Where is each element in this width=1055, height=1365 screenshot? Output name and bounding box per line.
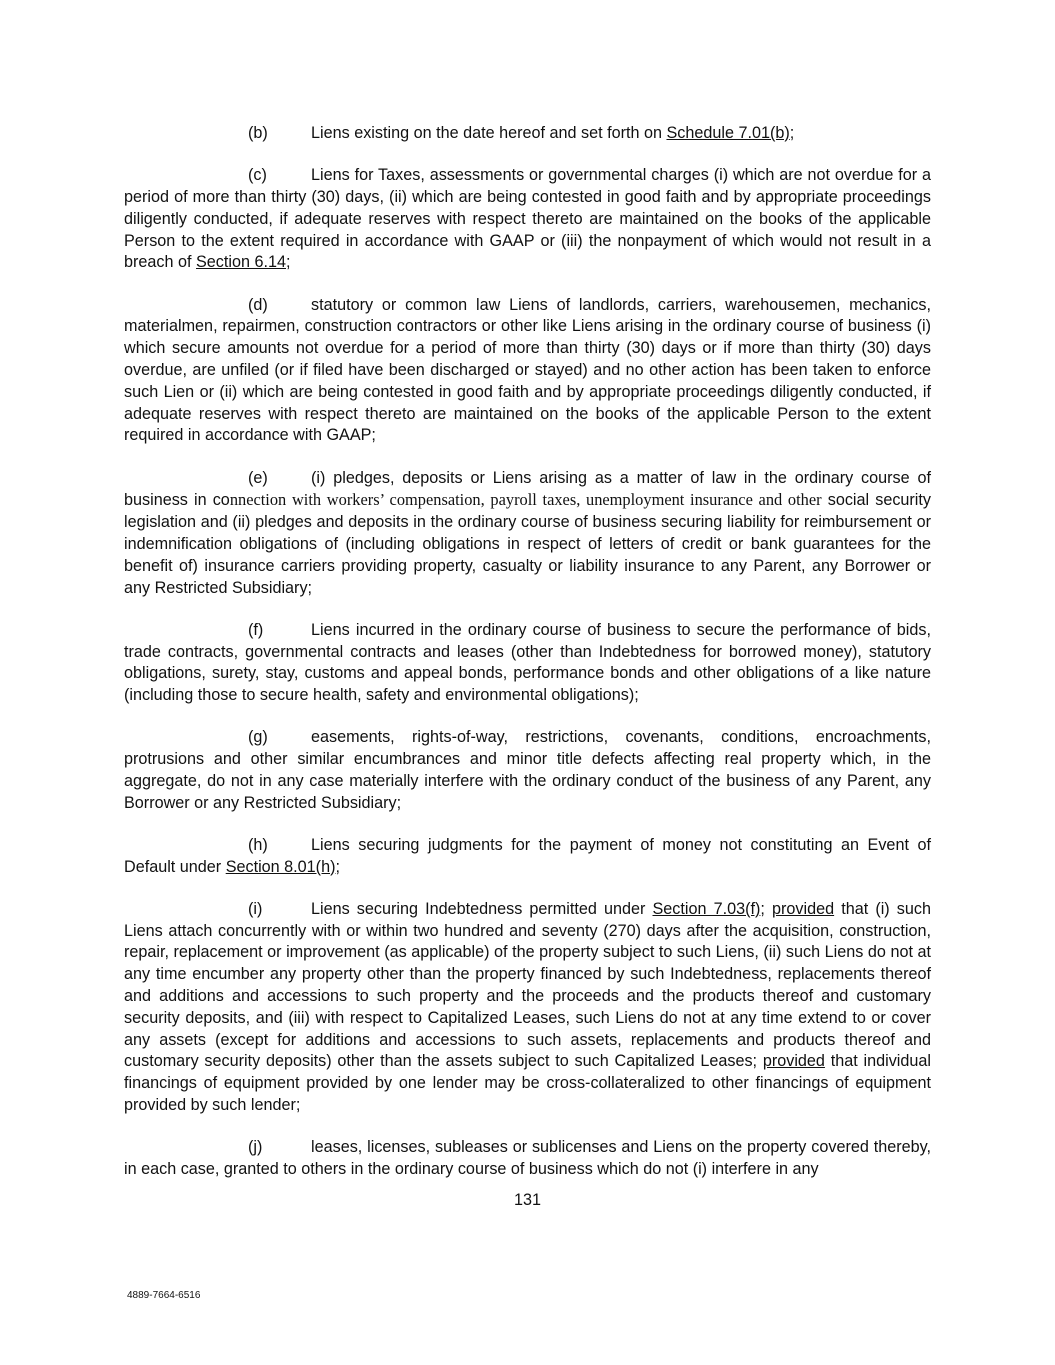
- paragraph-text: Liens for Taxes, assessments or governmental charges (i) which are not overdue for a period of more than thirty (30) days, (ii) which are being contested in good faith and by appropriate proceedings diligently conducted, if adequate reserves with respect thereto are maintained on the books of the applicable Person to the extent required in accordance with GAAP or (iii) the nonpayment of which would not result in a breach of: [124, 166, 931, 272]
- paragraph-h: [124, 835, 931, 879]
- paragraph-text: Liens incurred in the ordinary course of business to secure the performance of bids, trade contracts, governmental contracts and leases (other than Indebtedness for borrowed money), statutory obligations, surety, stay, customs and appeal bonds, performance bonds and other obligations of a like nature (including those to secure health, safety and environmental obligations);: [124, 620, 931, 705]
- item-number: (d): [248, 295, 268, 314]
- document-id: 4889-7664-6516: [127, 1290, 201, 1301]
- paragraph-text: statutory or common law Liens of landlords, carriers, warehousemen, mechanics, materialmen, repairmen, construction contractors or other like Liens arising in the ordinary course of business (i) which secure amounts not overdue for a period of more than thirty (30) days or if more than thirty (30) days overdue, are unfiled (or if filed have been discharged or stayed) and no other action has been taken to enforce such Lien or (ii) which are being contested in good faith and by appropriate proceedings diligently conducted, if adequate reserves with respect thereto are maintained on the books of the applicable Person to the extent required in accordance with GAAP;: [124, 295, 931, 445]
- page-number: 131: [513, 1191, 541, 1209]
- paragraph-text: that individual financings of equipment provided by one lender may be cross-collateralized to other financings of equipment provided by such lender;: [124, 1052, 931, 1115]
- paragraph-text-serif: nnection with workers’ compensation, payroll taxes, unemployment insurance and other: [229, 490, 822, 510]
- item-number: (c): [248, 166, 267, 185]
- paragraph-text: that (i) such Liens attach concurrently with or within two hundred and seventy (270) days after the acquisition, construction, repair, replacement or improvement (as applicable) of the property subject to such Liens, (ii) such Liens do not at any time encumber any property other than the property financed by such Indebtedness, replacements thereof and additions and accessions to such property and the proceeds and the products thereof and customary security deposits, and (iii) with respect to Capitalized Leases, such Liens do not at any time extend to or cover any assets (except for additions and accessions to such assets, replacements and products thereof and customary security deposits) other than the assets subject to such Capitalized Leases;: [124, 899, 931, 1071]
- paragraph-text: Liens securing judgments for the payment of money not constituting an Event of Default under: [124, 835, 931, 876]
- paragraph-text: (i) pledges, deposits or Liens arising as a matter of law in the ordinary course of business in co: [124, 468, 931, 510]
- section-reference: Section 6.14: [196, 253, 286, 272]
- paragraph-f: [124, 620, 931, 707]
- section-reference: Section 7.03(f): [652, 899, 761, 918]
- paragraph-c: [124, 165, 931, 274]
- provided-term: provided: [762, 1052, 825, 1071]
- paragraph-text: ;: [286, 253, 291, 272]
- item-number: (j): [248, 1138, 263, 1157]
- document-page: [124, 123, 931, 1201]
- item-number: (f): [248, 620, 264, 639]
- paragraph-e: [124, 468, 931, 600]
- paragraph-text: social security legislation and (ii) pledges and deposits in the ordinary course of business securing liability for reimbursement or indemnification obligations of (including obligations in respect of letters of credit or bank guarantees for the benefit of) insurance carriers providing property, casualty or liability insurance to any Parent, any Borrower or any Restricted Subsidiary;: [124, 491, 931, 597]
- section-reference: Section 8.01(h): [225, 857, 336, 876]
- item-number: (b): [248, 124, 268, 142]
- paragraph-text: ;: [789, 124, 795, 142]
- paragraph-j: [124, 1137, 931, 1181]
- paragraph-text: ;: [335, 857, 340, 876]
- item-number: (g): [248, 728, 268, 747]
- paragraph-text: Liens existing on the date hereof and set forth on: [311, 124, 667, 142]
- paragraph-d: [124, 295, 931, 448]
- item-number: (h): [248, 835, 268, 854]
- item-number: (i): [248, 899, 263, 918]
- paragraph-text: leases, licenses, subleases or sublicenses and Liens on the property covered thereby, in each case, granted to others in the ordinary course of business which do not (i) interfere in any: [124, 1138, 931, 1178]
- paragraph-text: easements, rights-of-way, restrictions, covenants, conditions, encroachments, protrusions and other similar encumbrances and minor title defects affecting real property which, in the aggregate, do not in any case materially interfere with the ordinary conduct of the business of any Parent, any Borrower or any Restricted Subsidiary;: [124, 728, 931, 812]
- paragraph-g: [124, 727, 931, 814]
- paragraph-b: [124, 123, 931, 145]
- schedule-reference: Schedule 7.01(b): [666, 124, 790, 142]
- paragraph-i: [124, 899, 931, 1117]
- paragraph-text: ;: [760, 899, 772, 918]
- item-number: (e): [248, 468, 268, 487]
- paragraph-text: Liens securing Indebtedness permitted under: [311, 899, 653, 918]
- provided-term: provided: [772, 899, 835, 918]
